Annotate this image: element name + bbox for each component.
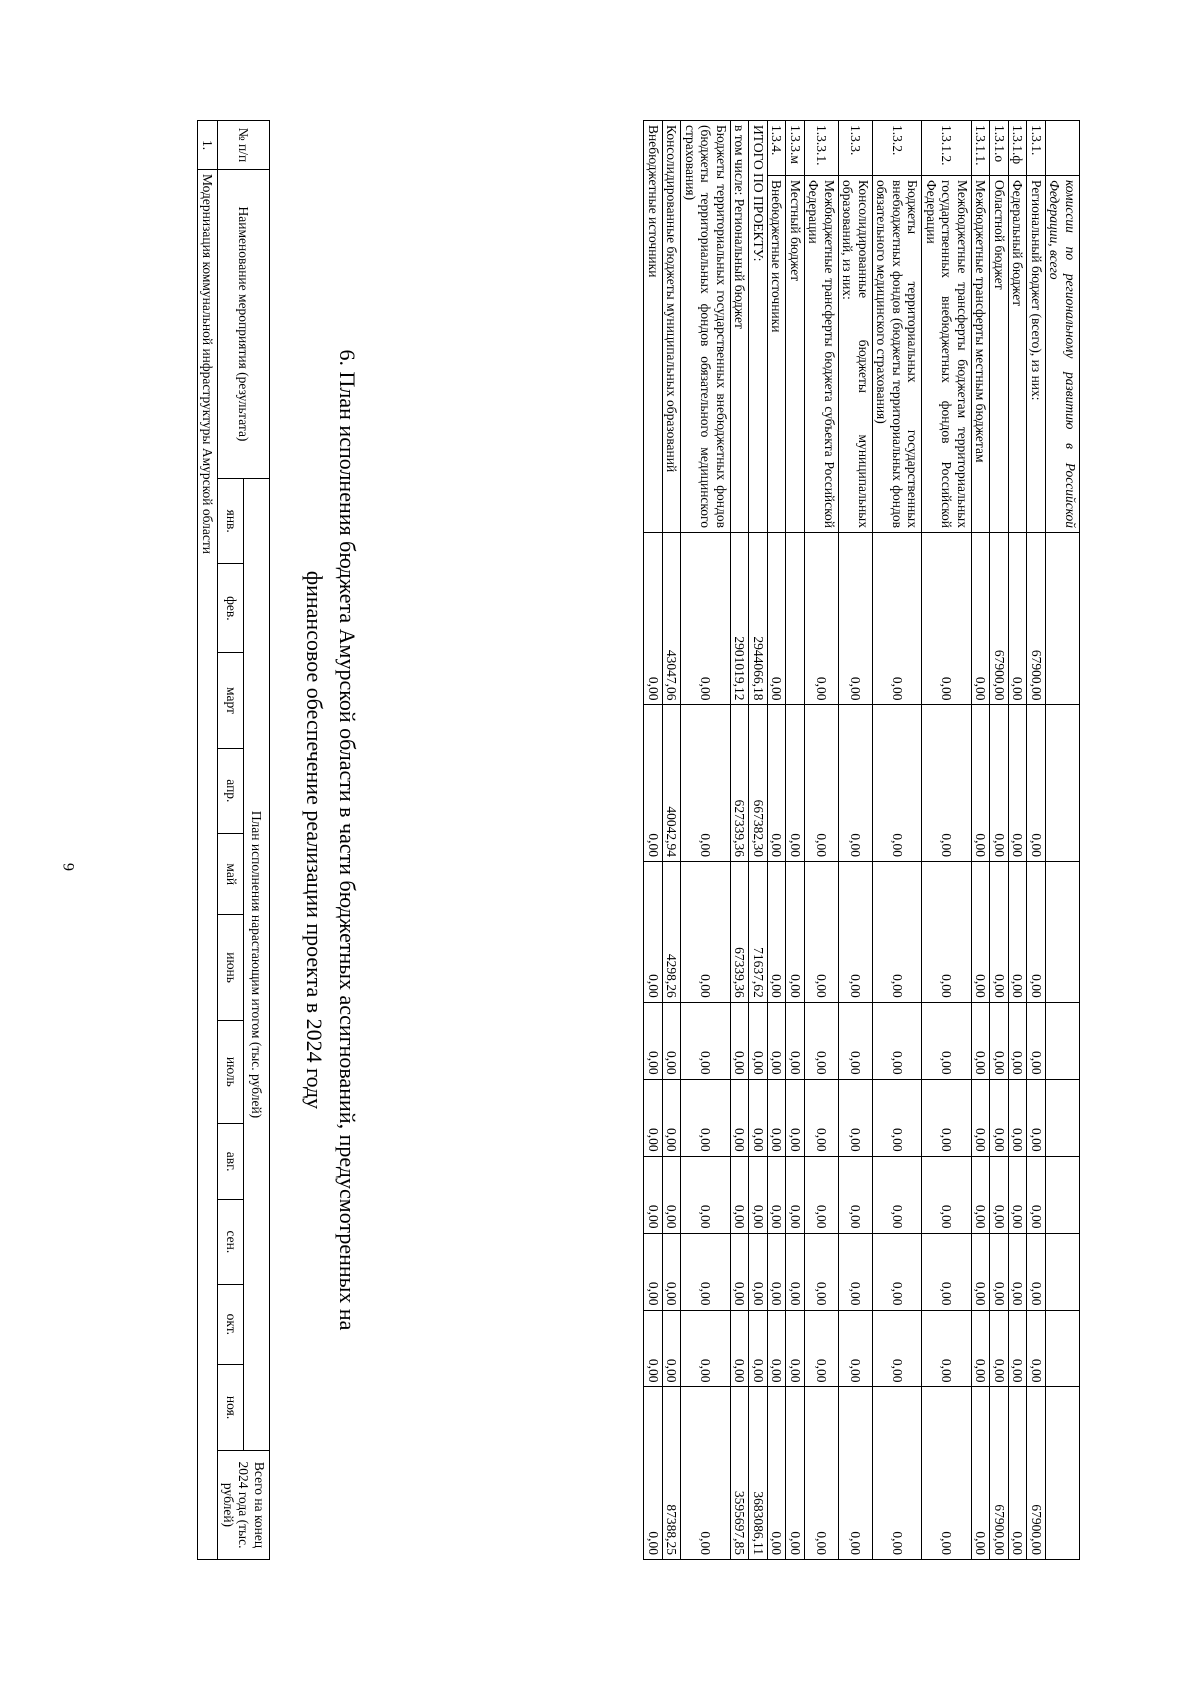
budget-table-row	[971, 121, 990, 1560]
value-cell: 0,00	[990, 1079, 1009, 1156]
row-code: 1.3.1.о	[990, 121, 1009, 176]
value-cell: 0,00	[922, 1387, 972, 1560]
row-label: Бюджеты территориальных государственных внебюджетных фондов (бюджеты территориальных фондов обязательного медицинского страхования)	[681, 121, 731, 533]
value-cell	[1045, 862, 1079, 1003]
row-label: Межбюджетные трансферты местным бюджетам	[971, 176, 990, 533]
value-cell	[1045, 1387, 1079, 1560]
value-cell	[1045, 1156, 1079, 1233]
value-cell: 0,00	[1008, 1233, 1027, 1310]
value-cell: 0,00	[681, 1156, 731, 1233]
value-cell: 0,00	[872, 533, 922, 705]
value-cell: 0,00	[749, 1156, 768, 1233]
value-cell: 0,00	[749, 1002, 768, 1079]
value-cell: 0,00	[838, 862, 872, 1003]
value-cell: 0,00	[872, 862, 922, 1003]
value-cell: 0,00	[644, 1233, 663, 1310]
value-cell: 0,00	[971, 1002, 990, 1079]
row-code: 1.3.3.	[838, 121, 872, 176]
value-cell: 0,00	[1008, 862, 1027, 1003]
value-cell: 0,00	[872, 1156, 922, 1233]
row-label: в том числе: Региональный бюджет	[730, 121, 749, 533]
value-cell: 0,00	[838, 1387, 872, 1560]
value-cell: 0,00	[1008, 1310, 1027, 1387]
value-cell: 0,00	[644, 1387, 663, 1560]
plan-table-row	[197, 121, 218, 1560]
row-label: комиссии по региональному развитию в Российской Федерации, всего	[1045, 176, 1079, 533]
value-cell: 0,00	[767, 1002, 786, 1079]
value-cell: 71637,62	[749, 862, 768, 1003]
row-number: 1.	[197, 121, 218, 170]
value-cell: 2901019,12	[730, 533, 749, 705]
value-cell: 3595697,85	[730, 1387, 749, 1560]
page-number: 6	[61, 863, 78, 871]
month-header: июль	[218, 1020, 244, 1123]
value-cell: 40042,94	[662, 705, 681, 862]
row-label: Бюджеты территориальных государственных внебюджетных фондов (бюджеты территориальных фондов обязательного медицинского страхования)	[872, 176, 922, 533]
value-cell: 0,00	[1027, 862, 1046, 1003]
month-header: авг.	[218, 1123, 244, 1199]
value-cell: 67900,00	[990, 1387, 1009, 1560]
value-cell: 0,00	[681, 705, 731, 862]
value-cell: 0,00	[681, 1310, 731, 1387]
value-cell: 0,00	[804, 862, 838, 1003]
value-cell	[1045, 533, 1079, 705]
value-cell: 0,00	[681, 1002, 731, 1079]
budget-table-row	[838, 121, 872, 1560]
value-cell: 0,00	[662, 1156, 681, 1233]
value-cell: 0,00	[786, 1156, 805, 1233]
value-cell: 0,00	[990, 705, 1009, 862]
col-total-header: Всего на конец 2024 года (тыс. рублей)	[218, 1451, 270, 1560]
value-cell: 0,00	[730, 1310, 749, 1387]
value-cell	[786, 533, 805, 705]
row-label: Внебюджетные источники	[767, 176, 786, 533]
value-cell: 67900,00	[990, 533, 1009, 705]
row-label: Внебюджетные источники	[644, 121, 663, 533]
budget-table-row	[1027, 121, 1046, 1560]
value-cell: 0,00	[1027, 1310, 1046, 1387]
budget-table-row	[1008, 121, 1027, 1560]
value-cell: 0,00	[804, 1156, 838, 1233]
value-cell: 0,00	[872, 1310, 922, 1387]
value-cell: 0,00	[971, 533, 990, 705]
value-cell: 0,00	[922, 1233, 972, 1310]
value-cell: 0,00	[786, 1310, 805, 1387]
row-code: 1.3.1.2.	[922, 121, 972, 176]
value-cell: 0,00	[804, 533, 838, 705]
budget-table-row	[681, 121, 731, 1560]
budget-table-row	[730, 121, 749, 1560]
month-header: апр.	[218, 748, 244, 833]
col-number-header: № п/п	[218, 121, 270, 170]
col-name-header: Наименование мероприятия (результата)	[218, 170, 270, 479]
value-cell: 0,00	[838, 1233, 872, 1310]
value-cell: 87388,25	[662, 1387, 681, 1560]
value-cell: 0,00	[1027, 1233, 1046, 1310]
value-cell: 0,00	[804, 705, 838, 862]
value-cell: 0,00	[1008, 1156, 1027, 1233]
budget-table	[643, 120, 1080, 1560]
row-label: ИТОГО ПО ПРОЕКТУ:	[749, 121, 768, 533]
value-cell: 0,00	[838, 705, 872, 862]
value-cell: 0,00	[922, 862, 972, 1003]
row-code	[1045, 121, 1079, 176]
month-header: июнь	[218, 915, 244, 1020]
value-cell: 0,00	[662, 1002, 681, 1079]
value-cell: 0,00	[749, 1079, 768, 1156]
value-cell: 0,00	[786, 862, 805, 1003]
row-label: Местный бюджет	[786, 176, 805, 533]
value-cell: 0,00	[749, 1310, 768, 1387]
value-cell: 0,00	[872, 1387, 922, 1560]
value-cell: 2944066,18	[749, 533, 768, 705]
value-cell	[1045, 1233, 1079, 1310]
value-cell: 0,00	[1027, 1079, 1046, 1156]
plan-table	[197, 120, 270, 1560]
value-cell: 0,00	[838, 1079, 872, 1156]
value-cell: 43047,06	[662, 533, 681, 705]
value-cell: 0,00	[838, 1156, 872, 1233]
col-plan-header: План исполнения нарастающим итогом (тыс. рублей)	[244, 479, 270, 1451]
value-cell: 0,00	[922, 1002, 972, 1079]
value-cell: 0,00	[971, 1233, 990, 1310]
value-cell: 0,00	[681, 533, 731, 705]
value-cell: 0,00	[872, 1079, 922, 1156]
value-cell: 0,00	[644, 862, 663, 1003]
row-code: 1.3.3.м	[786, 121, 805, 176]
value-cell: 0,00	[1008, 1387, 1027, 1560]
value-cell: 0,00	[749, 1233, 768, 1310]
value-cell: 0,00	[971, 705, 990, 862]
value-cell: 0,00	[804, 1310, 838, 1387]
row-label: Областной бюджет	[990, 176, 1009, 533]
section-heading	[298, 120, 364, 1560]
row-title: Модернизация коммунальной инфраструктуры Амурской области	[197, 170, 218, 1560]
budget-table-row	[872, 121, 922, 1560]
budget-table-row	[990, 121, 1009, 1560]
budget-table-row	[767, 121, 786, 1560]
value-cell	[1045, 1079, 1079, 1156]
value-cell: 0,00	[838, 1310, 872, 1387]
row-code: 1.3.2.	[872, 121, 922, 176]
budget-table-row	[922, 121, 972, 1560]
value-cell: 0,00	[730, 1233, 749, 1310]
month-header: сен.	[218, 1200, 244, 1284]
month-header: фев.	[218, 564, 244, 653]
value-cell	[1045, 1310, 1079, 1387]
value-cell: 0,00	[786, 1002, 805, 1079]
value-cell: 0,00	[767, 1310, 786, 1387]
value-cell: 0,00	[838, 533, 872, 705]
value-cell: 0,00	[644, 1156, 663, 1233]
value-cell: 0,00	[971, 862, 990, 1003]
value-cell: 0,00	[922, 1310, 972, 1387]
value-cell: 0,00	[804, 1387, 838, 1560]
value-cell: 0,00	[804, 1079, 838, 1156]
month-header: май	[218, 834, 244, 915]
value-cell: 0,00	[644, 1002, 663, 1079]
value-cell: 0,00	[872, 1002, 922, 1079]
value-cell: 0,00	[922, 1156, 972, 1233]
value-cell: 67900,00	[1027, 1387, 1046, 1560]
value-cell: 0,00	[990, 1310, 1009, 1387]
value-cell: 0,00	[922, 705, 972, 862]
month-header: март	[218, 653, 244, 748]
row-label: Региональный бюджет (всего), из них:	[1027, 176, 1046, 533]
value-cell: 0,00	[644, 705, 663, 862]
budget-table-row	[786, 121, 805, 1560]
value-cell: 0,00	[767, 862, 786, 1003]
row-label: Межбюджетные трансферты бюджетам территориальных государственных внебюджетных фондов Российской Федерации	[922, 176, 972, 533]
value-cell: 0,00	[872, 1233, 922, 1310]
value-cell: 0,00	[990, 1002, 1009, 1079]
row-code: 1.3.1.ф	[1008, 121, 1027, 176]
value-cell: 0,00	[1008, 1002, 1027, 1079]
row-label: Консолидированные бюджеты муниципальных образований, из них:	[838, 176, 872, 533]
value-cell: 0,00	[644, 1310, 663, 1387]
budget-table-row	[1045, 121, 1079, 1560]
value-cell: 627339,36	[730, 705, 749, 862]
value-cell: 0,00	[767, 533, 786, 705]
value-cell: 0,00	[1008, 1079, 1027, 1156]
budget-table-row	[804, 121, 838, 1560]
heading-line-2: финансовое обеспечение реализации проекта в 2024 году	[302, 570, 327, 1110]
value-cell: 0,00	[922, 533, 972, 705]
value-cell: 0,00	[990, 1233, 1009, 1310]
value-cell: 0,00	[662, 1310, 681, 1387]
value-cell: 0,00	[1008, 705, 1027, 862]
value-cell: 0,00	[730, 1002, 749, 1079]
value-cell: 0,00	[786, 1387, 805, 1560]
value-cell: 0,00	[1027, 1156, 1046, 1233]
value-cell: 0,00	[1008, 533, 1027, 705]
value-cell: 67900,00	[1027, 533, 1046, 705]
value-cell: 4298,26	[662, 862, 681, 1003]
value-cell: 0,00	[767, 1233, 786, 1310]
value-cell: 0,00	[971, 1310, 990, 1387]
budget-table-row	[662, 121, 681, 1560]
value-cell: 0,00	[872, 705, 922, 862]
value-cell: 0,00	[786, 1079, 805, 1156]
value-cell: 0,00	[767, 1079, 786, 1156]
row-label: Консолидированные бюджеты муниципальных образований	[662, 121, 681, 533]
month-header: окт.	[218, 1284, 244, 1365]
plan-table-header-row	[244, 121, 270, 1560]
rotated-landscape-page	[70, 40, 1080, 1640]
value-cell: 0,00	[804, 1233, 838, 1310]
value-cell: 0,00	[681, 1233, 731, 1310]
value-cell: 667382,30	[749, 705, 768, 862]
value-cell: 0,00	[662, 1079, 681, 1156]
value-cell: 0,00	[786, 1233, 805, 1310]
budget-table-row	[644, 121, 663, 1560]
value-cell: 0,00	[971, 1079, 990, 1156]
heading-line-1: 6. План исполнения бюджета Амурской области в части бюджетных ассигнований, предусмотренных на	[335, 349, 360, 1331]
row-code: 1.3.4.	[767, 121, 786, 176]
value-cell	[1045, 705, 1079, 862]
value-cell: 0,00	[644, 533, 663, 705]
value-cell: 0,00	[730, 1079, 749, 1156]
value-cell: 0,00	[767, 1156, 786, 1233]
value-cell: 0,00	[767, 705, 786, 862]
value-cell: 0,00	[804, 1002, 838, 1079]
row-label: Межбюджетные трансферты бюджета субъекта Российской Федерации	[804, 176, 838, 533]
value-cell: 67339,36	[730, 862, 749, 1003]
row-label: Федеральный бюджет	[1008, 176, 1027, 533]
value-cell: 0,00	[971, 1156, 990, 1233]
value-cell: 0,00	[922, 1079, 972, 1156]
value-cell: 0,00	[971, 1387, 990, 1560]
month-header: ноя.	[218, 1365, 244, 1451]
value-cell: 0,00	[1027, 1002, 1046, 1079]
value-cell: 0,00	[681, 1079, 731, 1156]
budget-table-row	[749, 121, 768, 1560]
value-cell: 3683086,11	[749, 1387, 768, 1560]
row-code: 1.3.1.1.	[971, 121, 990, 176]
value-cell: 0,00	[681, 1387, 731, 1560]
value-cell: 0,00	[990, 1156, 1009, 1233]
value-cell: 0,00	[644, 1079, 663, 1156]
value-cell: 0,00	[767, 1387, 786, 1560]
value-cell: 0,00	[990, 862, 1009, 1003]
value-cell: 0,00	[681, 862, 731, 1003]
value-cell: 0,00	[1027, 705, 1046, 862]
value-cell: 0,00	[730, 1156, 749, 1233]
value-cell: 0,00	[838, 1002, 872, 1079]
value-cell: 0,00	[786, 705, 805, 862]
row-code: 1.3.3.1.	[804, 121, 838, 176]
value-cell	[1045, 1002, 1079, 1079]
month-header: янв.	[218, 479, 244, 564]
row-code: 1.3.1.	[1027, 121, 1046, 176]
value-cell: 0,00	[662, 1233, 681, 1310]
